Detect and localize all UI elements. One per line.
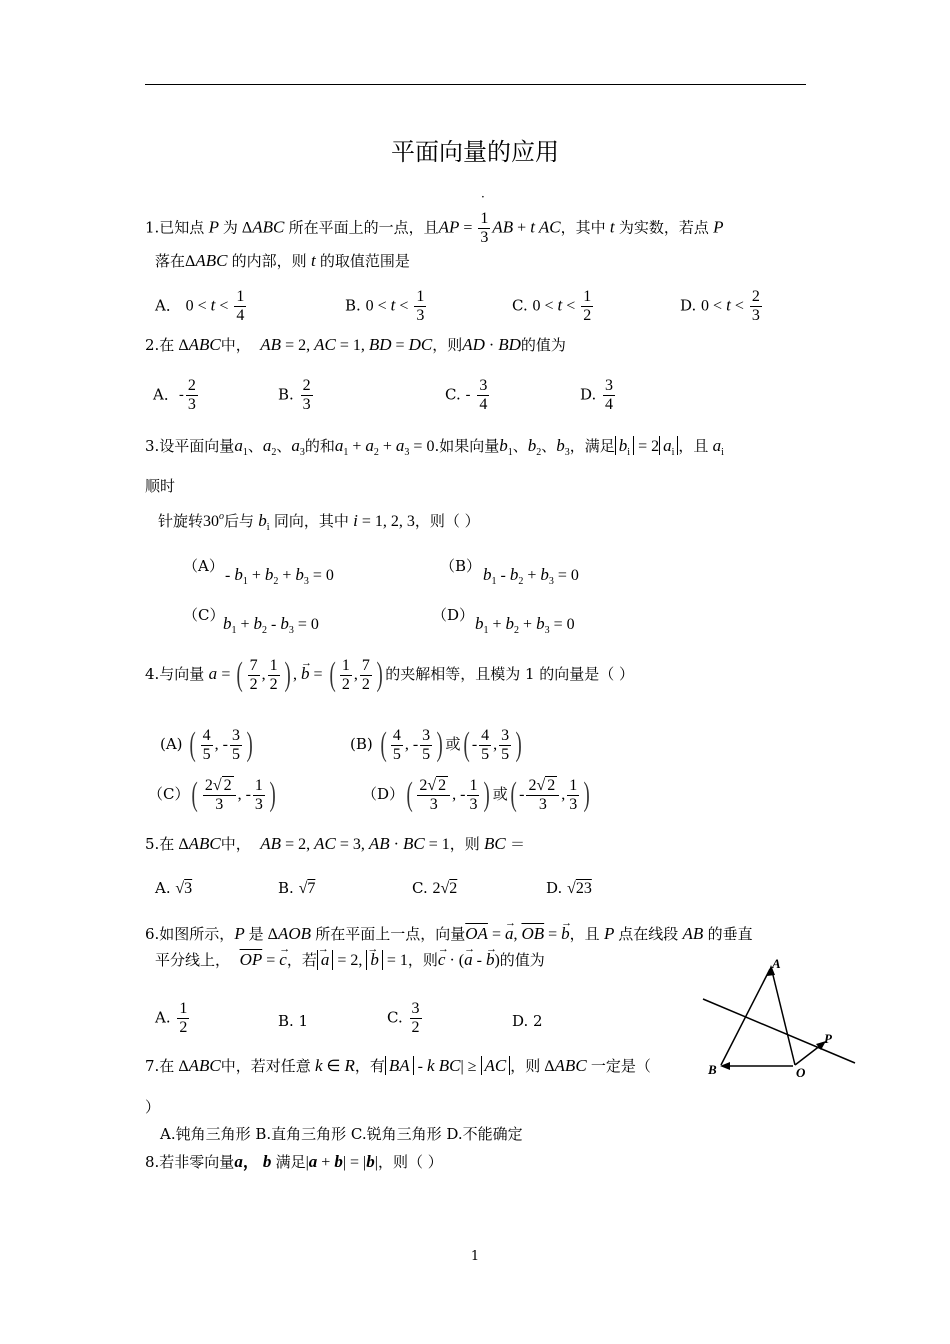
q3-option-b: （B） [440, 557, 482, 575]
fig-segment-ba [721, 969, 770, 1065]
fig-label-o: O [796, 1065, 806, 1080]
fig-label-b: B [708, 1062, 717, 1077]
q3-line1: 3.设平面向量$a_1$、$a_2$、$a_3$的和$a_1 + a_2 + a_3 = 0$.如果向量$b_1$、$b_2$、$b_3$，满足 $b_i = 2$ $a_i$ ，且 $a_i$ [145, 436, 724, 458]
q1-option-d: D. 0 < t < $\frac{2}{3}$ [680, 288, 760, 324]
q3-option-b-expr: $b_1 - b_2 + b_3 = 0$ [483, 565, 579, 587]
q7-line2: ） [145, 1098, 161, 1116]
q3-option-d-expr: $b_1 + b_2 + b_3 = 0$ [475, 614, 575, 636]
q3-option-a: （A） [183, 557, 224, 575]
q2-option-c: C. - $\frac{3}{4}$ [445, 377, 488, 413]
q8-line1: 8.若非零向量a， b 满足|a + b| = |b|，则（ ） [145, 1152, 443, 1171]
q6-line1: 6.如图所示，P 是 ΔAOB 所在平面上一点，向量$\overline{OA}$ = → a, $\overline{OB}$ = → b，且 P 点在线段 AB 的垂直 [145, 924, 753, 945]
q2-option-a: A．- $\frac{2}{3}$ [153, 377, 196, 413]
q4-option-a: (A) ( $\frac{4}{5}$ , - $\frac{3}{5}$ ) [160, 726, 253, 763]
q1-line1: 1.已知点 P 为 ΔABC 所在平面上的一点，且AP = $\frac{1}{3}$ AB + t AC，其中 t 为实数，若点 P [145, 210, 724, 246]
fig-perpendicular-bisector [703, 999, 855, 1063]
q4-option-d: （D） ( $\frac{2√ 2}{3}$ , - $\frac{1}{3}$ ) 或 ( - $\frac{2√ 2}{3}$ , $\frac{1}{3}$ ) [362, 776, 591, 813]
q5-option-a: A. √3 [155, 879, 193, 897]
fig-vector-op [795, 1045, 821, 1065]
q1-line2: 落在ΔABC 的内部，则 t 的取值范围是 [155, 251, 410, 270]
q2-line1: 2.在 ΔABC中， AB = 2, AC = 1, BD = DC，则AD · BD的值为 [145, 335, 566, 354]
fig-label-a: A [772, 956, 781, 971]
q3-option-a-expr: - $b_1 + b_2 + b_3 = 0$ [225, 565, 334, 587]
page-title: 平面向量的应用 [391, 138, 559, 166]
q3-option-c-expr: $b_1 + b_2 - b_3 = 0$ [223, 614, 319, 636]
q1-option-b: B. 0 < t < $\frac{1}{3}$ [345, 288, 425, 324]
q5-option-d: D. √23 [546, 879, 592, 897]
q6-line2: 平分线上， $\overline{OP}$ = → c，若 → a = 2, → b = 1，则→ c · (→ a - → b)的值为 [155, 950, 545, 971]
q5-option-b: B. √7 [278, 879, 316, 897]
stray-dot: · [481, 190, 485, 204]
q1-option-a: A． 0 < t < $\frac{1}{4}$ [155, 288, 245, 324]
q7-options: A.钝角三角形 B.直角三角形 C.锐角三角形 D.不能确定 [160, 1125, 523, 1143]
q3-line2: 顺时 [145, 477, 176, 495]
page-number: 1 [470, 1249, 480, 1264]
q4-line1: 4.与向量 a = ( $\frac{7}{2}$ , $\frac{1}{2}$ ) , → b = ( $\frac{1}{2}$ , $\frac{7}{2}$ ) 的夹解相等，且模为 1 的向量是（ ） [145, 654, 634, 695]
q3-line3: 针旋转30$^o$后与 $b_i$ 同向，其中 i = 1, 2, 3，则（ ） [158, 511, 480, 533]
q3-option-d: （D） [432, 606, 475, 624]
q6-option-a: A. $\frac{1}{2}$ [155, 1000, 188, 1036]
header-rule [145, 84, 806, 85]
q2-option-b: B. $\frac{2}{3}$ [278, 377, 311, 413]
fig-label-p: P [824, 1031, 832, 1046]
q1-option-c: C. 0 < t < $\frac{1}{2}$ [512, 288, 592, 324]
q5-option-c: C. 2√2 [412, 879, 458, 897]
q4-option-c: （C） ( $\frac{2√ 2}{3}$ , - $\frac{1}{3}$ ) [148, 776, 276, 813]
q3-option-c: （C） [183, 606, 225, 624]
q5-line1: 5.在 ΔABC中， AB = 2, AC = 3, AB · BC = 1，则 BC ＝ [145, 834, 525, 853]
fig-vector-oa [772, 971, 795, 1065]
q2-option-d: D. $\frac{3}{4}$ [580, 377, 614, 413]
q6-option-c: C. $\frac{3}{2}$ [387, 1000, 420, 1036]
q7-line1: 7.在 ΔABC中，若对任意 k ∈ R，有 BA - k BC| ≥ AC ，则 ΔABC 一定是（ [145, 1056, 651, 1075]
q6-figure [695, 955, 865, 1080]
q4-option-b: (B) ( $\frac{4}{5}$ , - $\frac{3}{5}$ ) 或 ( - $\frac{4}{5}$ , $\frac{3}{5}$ ) [350, 726, 522, 763]
q6-option-b: B. 1 [278, 1012, 309, 1030]
q6-option-d: D. 2 [512, 1012, 543, 1030]
